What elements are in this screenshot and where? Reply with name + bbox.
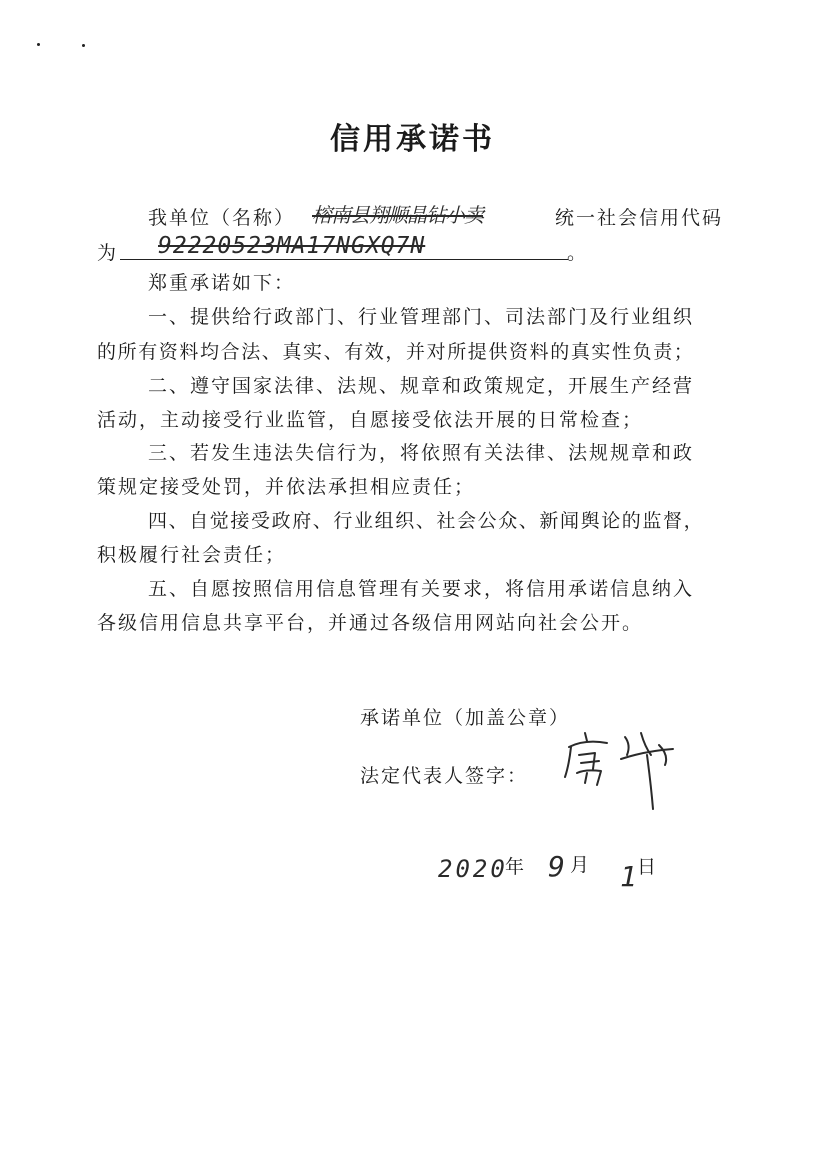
date-day-label: 日 <box>637 856 659 878</box>
intro-line <box>148 203 295 230</box>
item1-line2: 的所有资料均合法、真实、有效，并对所提供资料的真实性负责； <box>97 341 695 363</box>
intro-prefix: 我单位（名称） <box>148 207 296 229</box>
date-month-label: 月 <box>570 854 592 876</box>
code-underline <box>120 259 568 260</box>
item4-line1: 四、自觉接受政府、行业组织、社会公众、新闻舆论的监督， <box>148 510 705 532</box>
date-year-label: 年 <box>505 856 527 878</box>
code-prefix: 为 <box>97 242 119 264</box>
document-title: 信用承诺书 <box>330 122 495 157</box>
item5-line2: 各级信用信息共享平台，并通过各级信用网站向社会公开。 <box>97 612 644 634</box>
credit-code-handwritten: 92220523MA17NGXQ7N <box>158 233 426 259</box>
date-day-handwritten: 1 <box>620 860 637 893</box>
scan-speck <box>82 44 85 47</box>
item4-line2: 积极履行社会责任； <box>97 544 287 566</box>
handwritten-signature <box>555 725 705 815</box>
item3-line1: 三、若发生违法失信行为，将依照有关法律、法规规章和政 <box>148 442 695 464</box>
company-name-handwritten: 榕南县翔顺晶钻小卖 <box>312 203 483 227</box>
item3-line2: 策规定接受处罚，并依法承担相应责任； <box>97 476 476 498</box>
solemn-line: 郑重承诺如下： <box>148 272 296 294</box>
intro-suffix: 统一社会信用代码 <box>555 207 724 229</box>
scan-speck <box>37 43 40 46</box>
code-suffix: 。 <box>567 242 589 264</box>
sign-unit-label: 承诺单位（加盖公章） <box>360 707 571 729</box>
item2-line2: 活动，主动接受行业监管，自愿接受依法开展的日常检查； <box>97 409 644 431</box>
date-month-handwritten: 9 <box>548 850 565 883</box>
sign-rep-label: 法定代表人签字： <box>360 765 529 787</box>
item1-line1: 一、提供给行政部门、行业管理部门、司法部门及行业组织 <box>148 306 695 328</box>
item2-line1: 二、遵守国家法律、法规、规章和政策规定，开展生产经营 <box>148 375 695 397</box>
date-year-handwritten: 2020 <box>438 855 508 883</box>
item5-line1: 五、自愿按照信用信息管理有关要求，将信用承诺信息纳入 <box>148 578 695 600</box>
